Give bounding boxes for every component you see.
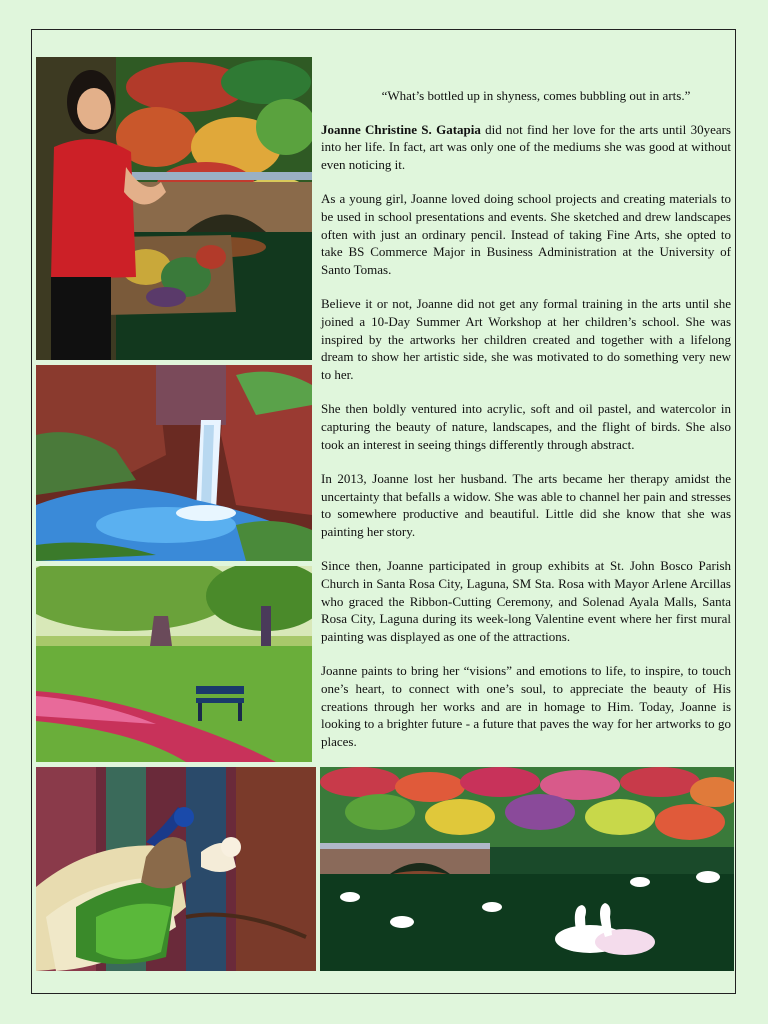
quote: “What’s bottled up in shyness, comes bubbling out in arts.” [381, 88, 691, 103]
peacock-painting [36, 767, 316, 971]
waterfall-painting [36, 365, 312, 561]
paragraph-1 [321, 121, 731, 174]
paragraph-4: She then boldly ventured into acrylic, soft and oil pastel, and watercolor in capturing the beauty of nature, landscapes, and the flight of birds. She also took an interest in seeing things differently through abstract. [321, 401, 731, 452]
swan-lake-painting [320, 767, 734, 971]
paragraph-2: As a young girl, Joanne loved doing school projects and creating materials to be used in school presentations and events. She sketched and drew landscapes often with just an ordinary pencil. Instead of taking Fine Arts, she opted to take BS Commerce Major in Business Administration at the University of Santo Tomas. [321, 191, 731, 277]
paragraph-1-text: did not find her love for the arts until 30years into her life. In fact, art was only one of the mediums she was good at without even noticing it. [321, 121, 731, 172]
artist-photo [36, 57, 312, 360]
paragraph-5: In 2013, Joanne lost her husband. The arts became her therapy amidst the uncertainty that befalls a widow. She was able to channel her pain and stresses to somewhere productive and beautiful. Little did she know that she was painting her story. [321, 471, 731, 539]
park-bench-painting [36, 566, 312, 762]
paragraph-3: Believe it or not, Joanne did not get any formal training in the arts until she joined a 10-Day Summer Art Workshop at her children’s school. She was inspired by the artworks her children created and together with a lifelong dream to show her artistic side, she was motivated to do something very new to her. [321, 296, 731, 382]
paragraph-6: Since then, Joanne participated in group exhibits at St. John Bosco Parish Church in Santa Rosa City, Laguna, SM Sta. Rosa with Mayor Arlene Arcillas who graced the Ribbon-Cutting Ceremony, and Solenad Ayala Malls, Santa Rosa City, Laguna during its week-long Valentine event where her first mural painting was displayed as one of the attractions. [321, 558, 731, 644]
article-body [321, 87, 731, 767]
artist-name: Joanne Christine S. Gatapia [321, 121, 481, 137]
paragraph-7: Joanne paints to bring her “visions” and emotions to life, to inspire, to touch one’s heart, to connect with one’s soul, to appreciate the beauty of His creations through her works and are in homage to Him. Today, Joanne is looking to a brighter future - a future that paves the way for her artworks to go places. [321, 663, 731, 749]
